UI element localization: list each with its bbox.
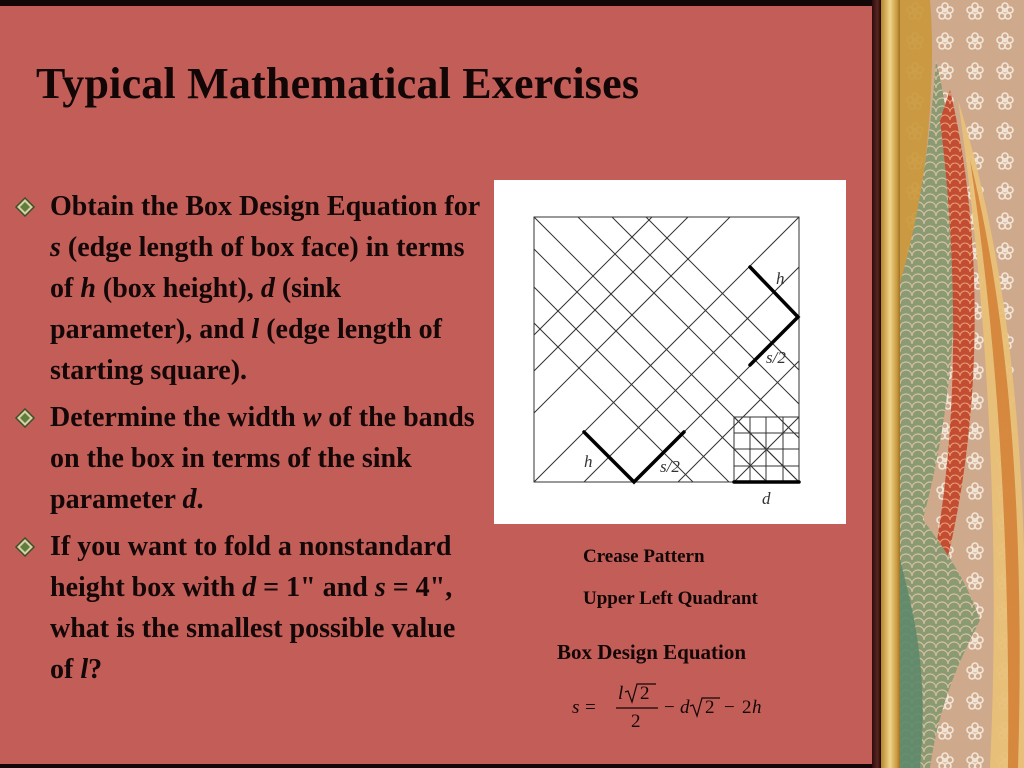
var-s: s — [374, 572, 386, 603]
bullet-text: (sink parameter), and — [50, 273, 341, 345]
bullet-text: (edge length of box face) in terms of — [50, 232, 465, 304]
bullet-text: Determine the width — [50, 402, 303, 433]
formula-den: 2 — [631, 711, 641, 732]
bullet-list — [14, 186, 484, 696]
var-l: l — [251, 314, 260, 345]
slide-title: Typical Mathematical Exercises — [36, 59, 640, 108]
var-d: d — [260, 273, 275, 304]
formula-h-var: h — [752, 697, 762, 718]
var-d: d — [182, 484, 197, 515]
bullet-text: . — [196, 484, 204, 515]
formula-num-root: 2 — [640, 683, 650, 704]
var-d: d — [242, 572, 257, 603]
var-w: w — [302, 402, 322, 433]
bullet-item — [14, 186, 484, 391]
var-h: h — [80, 273, 96, 304]
formula-minus: − — [664, 697, 675, 718]
crease-pattern-figure — [494, 180, 846, 524]
formula-eq: = — [585, 697, 596, 718]
bullet-item — [14, 526, 484, 690]
bullet-text: Obtain the Box Design Equation for — [50, 191, 480, 222]
formula-num-var: l — [618, 683, 624, 704]
bullet-text: If you want to fold a nonstandard height box with — [50, 531, 452, 603]
bullet-text: (edge length of starting square). — [50, 314, 442, 386]
label-h-bottom: h — [584, 452, 593, 471]
box-design-equation-label: Box Design Equation — [557, 640, 747, 664]
var-s: s — [50, 232, 61, 263]
bullet-text: = 4", what is the smallest possible value of — [50, 572, 456, 685]
label-s2-bottom: s/2 — [660, 457, 680, 476]
label-h-top: h — [776, 269, 785, 288]
bullet-icon — [14, 537, 36, 557]
bullet-text: = 1" and — [256, 572, 375, 603]
box-design-formula — [570, 682, 810, 734]
divider-bar — [872, 0, 881, 768]
bullet-icon — [14, 408, 36, 428]
formula-d-root: 2 — [705, 697, 715, 718]
caption-upper-left-quadrant: Upper Left Quadrant — [583, 588, 758, 609]
formula-lhs: s — [572, 697, 580, 718]
bullet-text: ? — [88, 654, 103, 685]
crease-pattern-diagram — [494, 180, 846, 524]
bullet-item — [14, 397, 484, 520]
label-s2-right: s/2 — [766, 348, 786, 367]
var-l: l — [80, 654, 89, 685]
formula-d-var: d — [680, 697, 690, 718]
bullet-text: (box height), — [95, 273, 261, 304]
gold-strip — [881, 0, 901, 768]
bullet-icon — [14, 197, 36, 217]
decorative-panel — [900, 0, 1024, 768]
caption-crease-pattern: Crease Pattern — [583, 546, 705, 567]
formula-two: 2 — [742, 697, 752, 718]
label-d: d — [762, 489, 771, 508]
bullet-text: of the bands on the box in terms of the sink parameter — [50, 402, 475, 515]
formula-minus: − — [724, 697, 735, 718]
